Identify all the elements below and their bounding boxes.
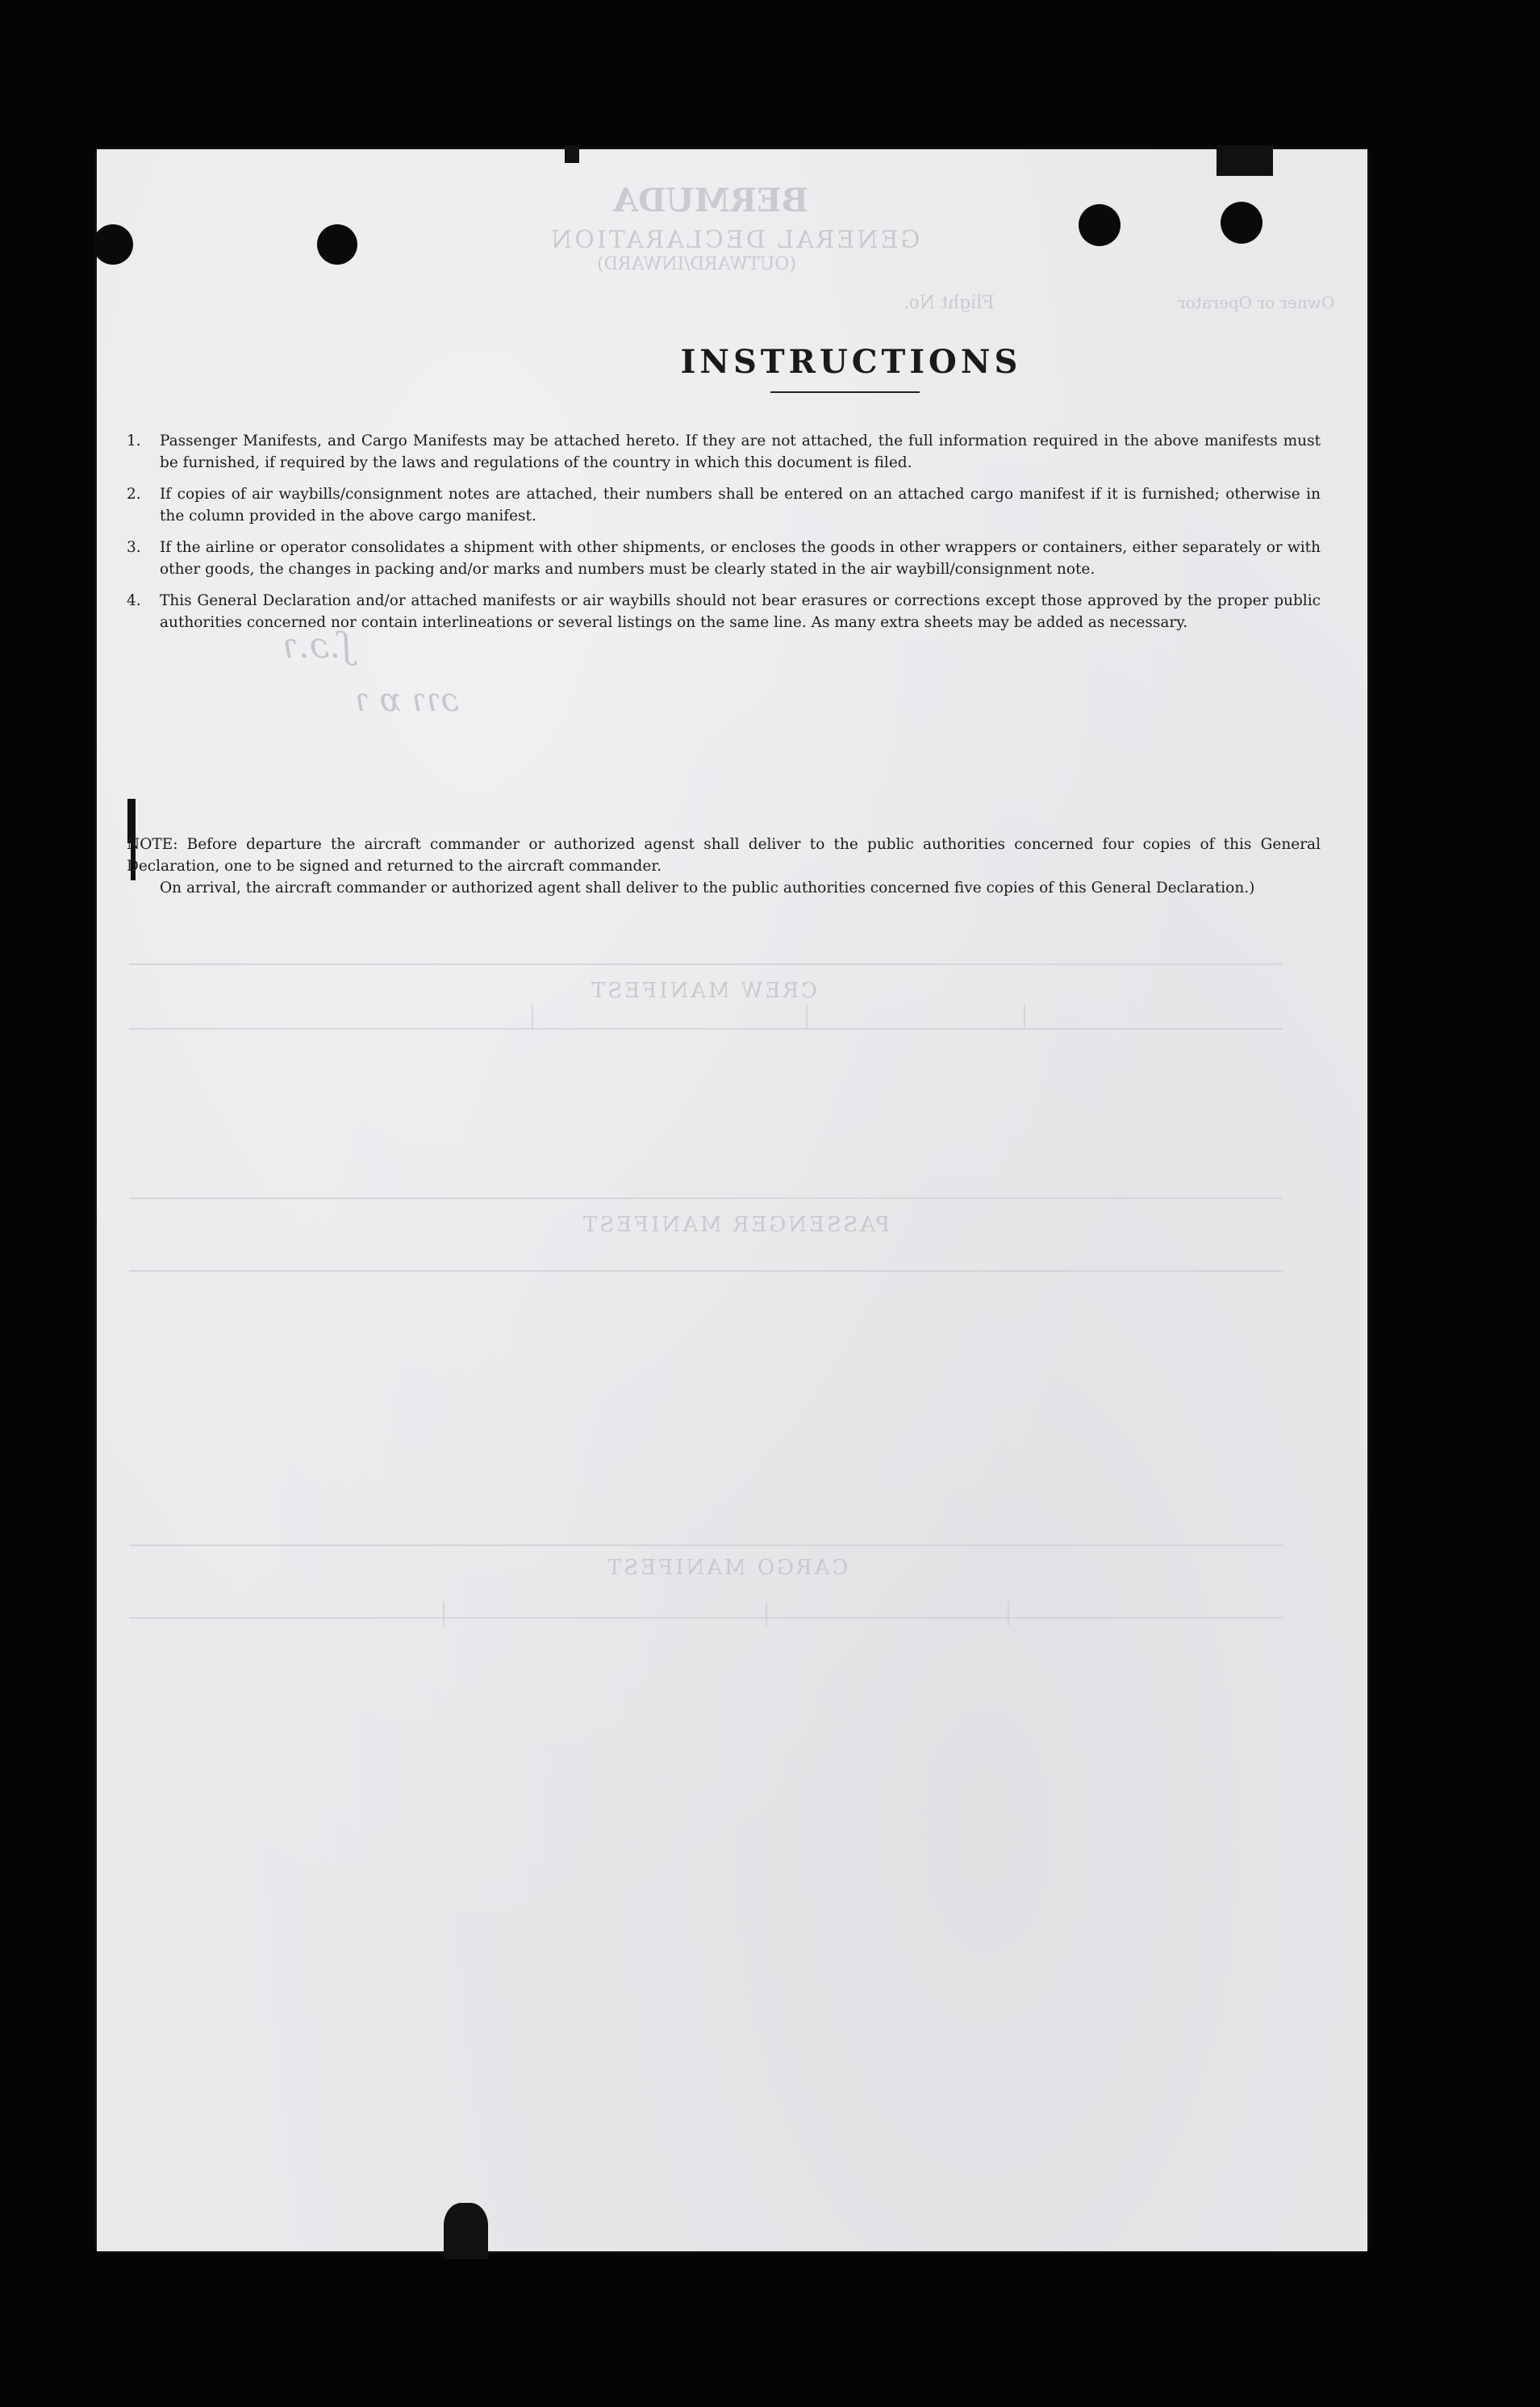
note-departure: NOTE: Before departure the aircraft commander or authorized agenst shall deliver to the public authorities concerned four copies of this General Declaration, one to be signed and returned to the aircraft commander. xyxy=(127,836,1321,875)
instruction-item xyxy=(127,590,1321,633)
instruction-text: This General Declaration and/or attached manifests or air waybills should not bear erasures or corrections except those approved by the proper public authorities concerned nor contain interlineations or several listings on the same line. As many extra sheets may be added as necessary. xyxy=(160,592,1321,631)
instruction-number: 1. xyxy=(127,433,141,449)
edge-mark xyxy=(565,145,579,163)
punch-hole xyxy=(1079,204,1121,246)
ghost-sub2: (OUTWARD/INWARD) xyxy=(597,254,796,274)
punch-hole xyxy=(1221,202,1262,244)
ghost-subheading: GENERAL DECLARATION xyxy=(549,226,920,254)
ghost-handwriting-2: ɔɿɿ ɒ ɿ xyxy=(355,682,460,719)
corner-tear xyxy=(1217,145,1273,176)
instructions-title: INSTRUCTIONS xyxy=(680,343,1022,381)
note-arrival: On arrival, the aircraft commander or authorized agent shall deliver to the public authorities concerned five copies of this General Declaration.) xyxy=(160,880,1255,896)
ghost-owner: Owner or Operator xyxy=(1178,293,1335,312)
note-block xyxy=(127,834,1321,899)
title-underline xyxy=(770,391,920,393)
ghost-handwriting: ʃ.ɔ.ɿ xyxy=(282,625,351,667)
ghost-flight: Flight No. xyxy=(904,293,995,313)
instruction-number: 2. xyxy=(127,486,141,503)
punch-hole xyxy=(93,224,133,265)
instruction-item xyxy=(127,537,1321,580)
instruction-item xyxy=(127,483,1321,527)
instruction-number: 3. xyxy=(127,539,141,556)
ghost-heading: BERMUDA xyxy=(613,182,809,219)
ghost-crew: CREW MANIFEST xyxy=(589,979,818,1003)
ghost-cargo: CARGO MANIFEST xyxy=(605,1556,849,1580)
instruction-text: If the airline or operator consolidates a shipment with other shipments, or encloses the goods in other wrappers or containers, either separately or with other goods, the changes in packing and/or marks and numbers must be clearly stated in the air waybill/consignment note. xyxy=(160,539,1321,578)
paper-sheet xyxy=(97,149,1367,2251)
instructions-list xyxy=(127,430,1321,643)
instruction-text: Passenger Manifests, and Cargo Manifests may be attached hereto. If they are not attached, the full information required in the above manifests must be furnished, if required by the laws and regulations of the country in which this document is filed. xyxy=(160,433,1321,471)
instruction-text: If copies of air waybills/consignment notes are attached, their numbers shall be entered on an attached cargo manifest if it is furnished; otherwise in the column provided in the above cargo manifest. xyxy=(160,486,1321,524)
instruction-number: 4. xyxy=(127,592,141,609)
ghost-passenger: PASSENGER MANIFEST xyxy=(581,1213,890,1237)
bottom-tear xyxy=(444,2203,488,2259)
instruction-item xyxy=(127,430,1321,474)
punch-hole xyxy=(317,224,357,265)
